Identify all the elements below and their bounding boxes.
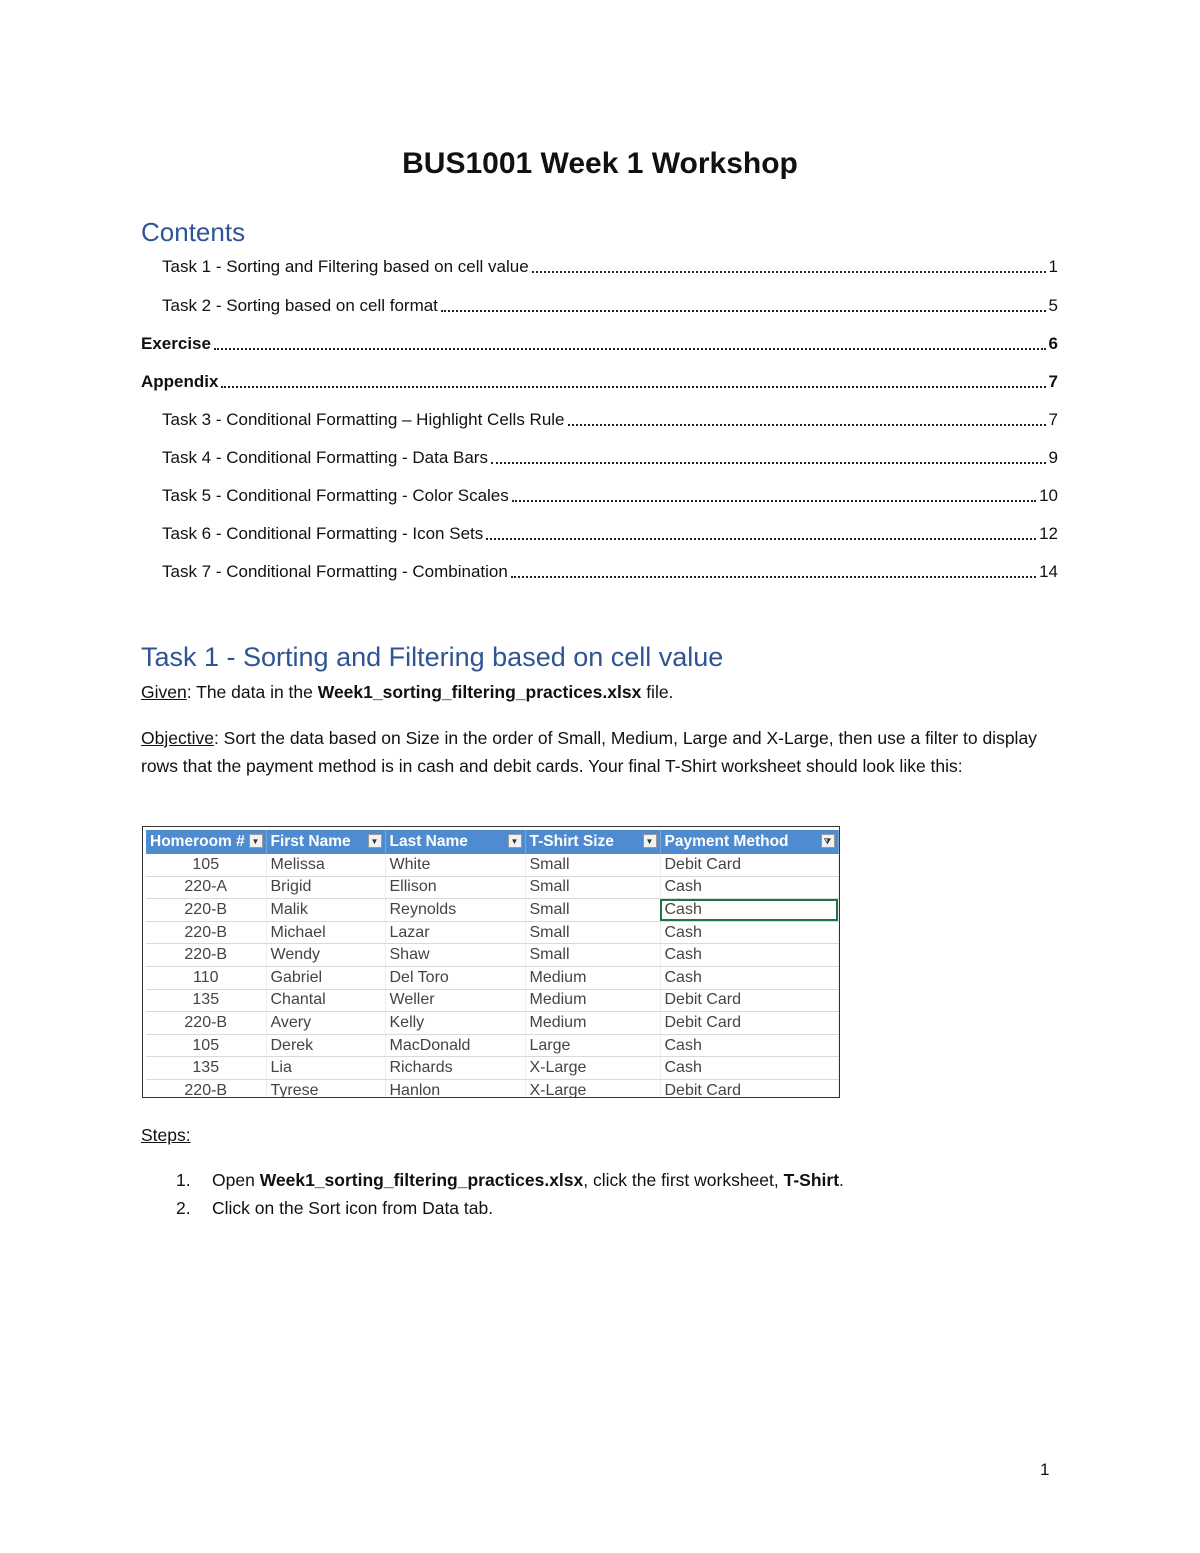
cell-size[interactable]: X-Large bbox=[525, 1079, 660, 1098]
toc-entry-page: 1 bbox=[1048, 257, 1058, 276]
objective-paragraph bbox=[141, 724, 1061, 780]
toc-entry-task5[interactable] bbox=[141, 483, 1058, 507]
step-number: 2. bbox=[176, 1198, 191, 1218]
header-last-name[interactable] bbox=[385, 830, 525, 854]
steps-list bbox=[141, 1166, 1061, 1222]
toc-leader bbox=[221, 385, 1045, 388]
header-homeroom[interactable] bbox=[146, 830, 266, 854]
cell-payment[interactable]: Debit Card bbox=[660, 1079, 838, 1098]
toc-leader bbox=[568, 423, 1046, 426]
toc-heading: Contents bbox=[141, 217, 246, 247]
table-row bbox=[146, 944, 838, 967]
given-text-end: file. bbox=[641, 682, 674, 702]
task1-heading: Task 1 - Sorting and Filtering based on cell value bbox=[141, 642, 724, 672]
toc-entry-task3[interactable] bbox=[141, 407, 1058, 431]
steps-label: Steps: bbox=[141, 1125, 191, 1145]
cell-payment[interactable]: Cash bbox=[660, 944, 838, 967]
toc-entry-appendix[interactable] bbox=[141, 369, 1058, 393]
toc-entry-text: Task 7 - Conditional Formatting - Combination bbox=[162, 562, 508, 581]
toc-entry-text: Task 5 - Conditional Formatting - Color Scales bbox=[162, 486, 509, 505]
cell-payment[interactable]: Cash bbox=[660, 966, 838, 989]
cell-homeroom[interactable]: 220-B bbox=[146, 921, 266, 944]
cell-size[interactable]: X-Large bbox=[525, 1057, 660, 1080]
step1-post: . bbox=[839, 1170, 844, 1190]
toc-entry-text: Task 1 - Sorting and Filtering based on cell value bbox=[162, 257, 529, 276]
cell-size[interactable]: Small bbox=[525, 854, 660, 876]
table-header-row bbox=[146, 830, 838, 854]
cell-last-name[interactable]: Reynolds bbox=[385, 899, 525, 922]
toc-entry-task4[interactable] bbox=[141, 445, 1058, 469]
filter-dropdown-icon[interactable]: ▼ bbox=[249, 834, 263, 848]
cell-last-name[interactable]: Shaw bbox=[385, 944, 525, 967]
step-number: 1. bbox=[176, 1170, 191, 1190]
toc-entry-text: Appendix bbox=[141, 372, 219, 391]
toc-leader bbox=[491, 461, 1046, 464]
cell-homeroom[interactable]: 110 bbox=[146, 966, 266, 989]
cell-last-name[interactable]: MacDonald bbox=[385, 1034, 525, 1057]
cell-size[interactable]: Large bbox=[525, 1034, 660, 1057]
cell-last-name[interactable]: Ellison bbox=[385, 876, 525, 899]
cell-first-name[interactable]: Gabriel bbox=[266, 966, 385, 989]
cell-homeroom[interactable]: 220-B bbox=[146, 1012, 266, 1035]
toc-entry-text: Task 3 - Conditional Formatting – Highlight Cells Rule bbox=[162, 410, 565, 429]
cell-payment[interactable]: Cash bbox=[660, 1034, 838, 1057]
cell-payment[interactable]: Cash bbox=[660, 1057, 838, 1080]
toc-entry-page: 9 bbox=[1048, 448, 1058, 467]
header-label: First Name bbox=[270, 833, 351, 850]
step1-sheet-name: T-Shirt bbox=[783, 1170, 840, 1190]
given-label: Given bbox=[141, 682, 187, 702]
header-label: T-Shirt Size bbox=[529, 833, 614, 850]
tshirt-worksheet-screenshot bbox=[142, 826, 840, 1098]
step-text bbox=[212, 1166, 844, 1194]
toc-entry-page: 7 bbox=[1048, 410, 1058, 429]
toc-entry-page: 5 bbox=[1048, 296, 1058, 315]
step1-pre: Open bbox=[212, 1170, 260, 1190]
cell-size[interactable]: Small bbox=[525, 876, 660, 899]
selected-cell-payment[interactable]: Cash bbox=[660, 899, 838, 922]
table-row bbox=[146, 1079, 838, 1098]
cell-payment[interactable]: Cash bbox=[660, 876, 838, 899]
toc-entry-task6[interactable] bbox=[141, 521, 1058, 545]
cell-last-name[interactable]: Lazar bbox=[385, 921, 525, 944]
toc-entry-page: 12 bbox=[1039, 524, 1058, 543]
cell-last-name[interactable]: Hanlon bbox=[385, 1079, 525, 1098]
header-label: Payment Method bbox=[664, 833, 789, 850]
cell-homeroom[interactable]: 105 bbox=[146, 854, 266, 876]
cell-first-name[interactable]: Chantal bbox=[266, 989, 385, 1012]
toc-entry-page: 7 bbox=[1048, 372, 1058, 391]
tshirt-table bbox=[146, 830, 839, 1098]
table-row bbox=[146, 1057, 838, 1080]
table-row bbox=[146, 1034, 838, 1057]
toc-entry-text: Task 2 - Sorting based on cell format bbox=[162, 296, 438, 315]
step-text: Click on the Sort icon from Data tab. bbox=[212, 1198, 494, 1218]
toc-leader bbox=[441, 309, 1046, 312]
cell-size[interactable]: Small bbox=[525, 899, 660, 922]
cell-first-name[interactable]: Melissa bbox=[266, 854, 385, 876]
toc-entry-page: 14 bbox=[1039, 562, 1058, 581]
cell-payment[interactable]: Debit Card bbox=[660, 854, 838, 876]
cell-last-name[interactable]: Richards bbox=[385, 1057, 525, 1080]
table-row bbox=[146, 854, 838, 876]
cell-first-name[interactable]: Malik bbox=[266, 899, 385, 922]
filter-active-icon[interactable]: ⧩ bbox=[821, 834, 835, 848]
cell-payment[interactable]: Debit Card bbox=[660, 989, 838, 1012]
toc-entry-page: 6 bbox=[1048, 334, 1058, 353]
given-filename: Week1_sorting_filtering_practices.xlsx bbox=[317, 682, 642, 702]
toc-entry-text: Exercise bbox=[141, 334, 211, 353]
list-item bbox=[141, 1166, 1061, 1194]
cell-homeroom[interactable]: 135 bbox=[146, 1057, 266, 1080]
toc-entry-text: Task 6 - Conditional Formatting - Icon Sets bbox=[162, 524, 484, 543]
toc-entry-page: 10 bbox=[1039, 486, 1058, 505]
toc-entry-exercise[interactable] bbox=[141, 331, 1058, 355]
toc-leader bbox=[512, 499, 1036, 502]
table-row bbox=[146, 1012, 838, 1035]
cell-size[interactable]: Medium bbox=[525, 966, 660, 989]
toc-entry-task2[interactable] bbox=[141, 293, 1058, 317]
step1-mid: , click the first worksheet, bbox=[583, 1170, 784, 1190]
cell-homeroom[interactable]: 105 bbox=[146, 1034, 266, 1057]
cell-first-name[interactable]: Lia bbox=[266, 1057, 385, 1080]
page-number: 1 bbox=[1040, 1460, 1050, 1479]
given-paragraph bbox=[141, 678, 1061, 706]
filter-dropdown-icon[interactable]: ▼ bbox=[508, 834, 522, 848]
cell-first-name[interactable]: Michael bbox=[266, 921, 385, 944]
toc-leader bbox=[486, 537, 1036, 540]
toc-leader bbox=[214, 347, 1046, 350]
cell-size[interactable]: Medium bbox=[525, 989, 660, 1012]
cell-homeroom[interactable]: 220-A bbox=[146, 876, 266, 899]
cell-last-name[interactable]: Weller bbox=[385, 989, 525, 1012]
table-row bbox=[146, 966, 838, 989]
toc-leader bbox=[532, 270, 1046, 273]
table-row bbox=[146, 989, 838, 1012]
toc-entry-text: Task 4 - Conditional Formatting - Data Bars bbox=[162, 448, 488, 467]
cell-payment[interactable]: Debit Card bbox=[660, 1012, 838, 1035]
cell-homeroom[interactable]: 220-B bbox=[146, 944, 266, 967]
cell-last-name[interactable]: Del Toro bbox=[385, 966, 525, 989]
cell-first-name[interactable]: Wendy bbox=[266, 944, 385, 967]
header-payment-method[interactable] bbox=[660, 830, 838, 854]
objective-label: Objective bbox=[141, 728, 214, 748]
filter-dropdown-icon[interactable]: ▼ bbox=[368, 834, 382, 848]
cell-first-name[interactable]: Tyrese bbox=[266, 1079, 385, 1098]
step1-filename: Week1_sorting_filtering_practices.xlsx bbox=[259, 1170, 584, 1190]
cell-first-name[interactable]: Derek bbox=[266, 1034, 385, 1057]
toc-leader bbox=[511, 575, 1036, 578]
cell-last-name[interactable]: White bbox=[385, 854, 525, 876]
table-row bbox=[146, 899, 838, 922]
cell-homeroom[interactable]: 220-B bbox=[146, 899, 266, 922]
cell-size[interactable]: Small bbox=[525, 921, 660, 944]
list-item bbox=[141, 1194, 1061, 1222]
objective-text: : Sort the data based on Size in the order of Small, Medium, Large and X-Large, then use a filter to display rows that the payment method is in cash and debit cards. Your final T-Shirt worksheet should look like this: bbox=[141, 728, 1037, 776]
cell-size[interactable]: Medium bbox=[525, 1012, 660, 1035]
toc-entry-task7[interactable] bbox=[141, 559, 1058, 583]
header-label: Last Name bbox=[389, 833, 468, 850]
header-label: Homeroom # bbox=[150, 833, 245, 850]
cell-size[interactable]: Small bbox=[525, 944, 660, 967]
header-tshirt-size[interactable] bbox=[525, 830, 660, 854]
cell-first-name[interactable]: Avery bbox=[266, 1012, 385, 1035]
table-row bbox=[146, 876, 838, 899]
cell-homeroom[interactable]: 135 bbox=[146, 989, 266, 1012]
given-text: : The data in the bbox=[186, 682, 318, 702]
cell-payment[interactable]: Cash bbox=[660, 921, 838, 944]
toc-entry-task1[interactable] bbox=[141, 254, 1058, 278]
document-title: BUS1001 Week 1 Workshop bbox=[402, 147, 798, 180]
cell-last-name[interactable]: Kelly bbox=[385, 1012, 525, 1035]
table-row bbox=[146, 921, 838, 944]
filter-dropdown-icon[interactable]: ▼ bbox=[643, 834, 657, 848]
header-first-name[interactable] bbox=[266, 830, 385, 854]
cell-homeroom[interactable]: 220-B bbox=[146, 1079, 266, 1098]
cell-first-name[interactable]: Brigid bbox=[266, 876, 385, 899]
